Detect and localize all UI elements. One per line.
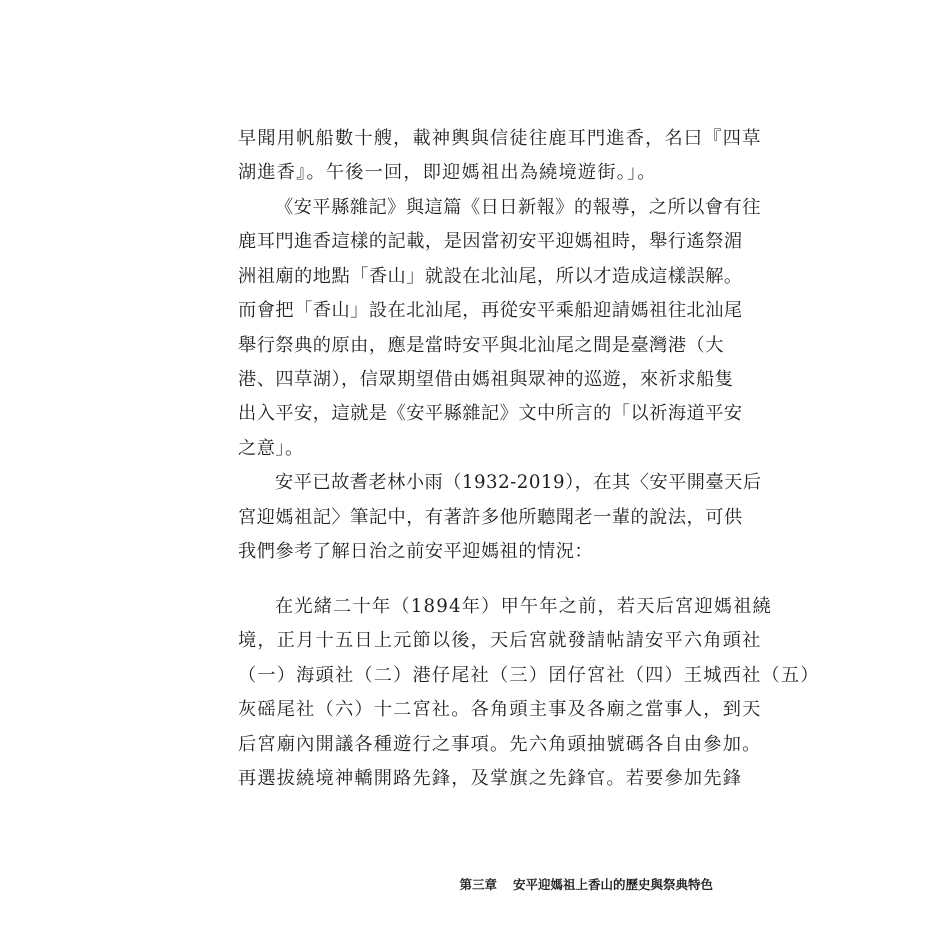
quote-line: 早聞用帆船數十艘，載神輿與信徒往鹿耳門進香，名曰『四草 [238, 128, 762, 149]
quote-line: 在光緒二十年（1894年）甲午年之前，若天后宮迎媽祖繞 [275, 596, 772, 617]
body-line: 鹿耳門進香這樣的記載，是因當初安平迎媽祖時，舉行遙祭湄 [238, 231, 743, 253]
body-line: 安平已故耆老林小雨（1932-2019），在其〈安平開臺天后 [275, 472, 762, 494]
body-text [238, 191, 762, 569]
quote-line: 再選拔繞境神轎開路先鋒，及掌旗之先鋒官。若要參加先鋒 [238, 767, 743, 789]
quote-line: （一）海頭社（二）港仔尾社（三）囝仔宮社（四）王城西社（五） [238, 664, 820, 686]
body-line: 宮迎媽祖記〉筆記中，有著許多他所聽聞老一輩的說法，可供 [238, 506, 743, 528]
body-line: 《安平縣雜記》與這篇《日日新報》的報導，之所以會有往 [275, 197, 761, 218]
body-line: 洲祖廟的地點「香山」就設在北汕尾，所以才造成這樣誤解。 [238, 265, 743, 287]
quote-block-top [238, 122, 762, 191]
quote-line: 湖進香』。午後一回，即迎媽祖出為繞境遊街。」。 [238, 162, 657, 184]
footer-chapter: 第三章 [459, 877, 497, 892]
body-line: 舉行祭典的原由，應是當時安平與北汕尾之間是臺灣港（大 [238, 334, 724, 356]
body-line: 之意」。 [238, 437, 304, 459]
body-line: 出入平安，這就是《安平縣雜記》文中所言的「以祈海道平安 [238, 403, 743, 425]
quote-line: 灰磘尾社（六）十二宮社。各角頭主事及各廟之當事人，到天 [238, 699, 762, 721]
quote-block-bottom [238, 590, 820, 796]
footer-title: 安平迎媽祖上香山的歷史與祭典特色 [512, 877, 713, 892]
body-line: 而會把「香山」設在北汕尾，再從安平乘船迎請媽祖往北汕尾 [238, 300, 743, 322]
body-line: 港、四草湖），信眾期望借由媽祖與眾神的巡遊，來祈求船隻 [238, 368, 734, 390]
body-line: 我們參考了解日治之前安平迎媽祖的情況： [238, 540, 594, 562]
quote-line: 境，正月十五日上元節以後，天后宮就發請帖請安平六角頭社 [238, 630, 762, 652]
running-footer [459, 875, 713, 893]
quote-line: 后宮廟內開議各種遊行之事項。先六角頭抽號碼各自由參加。 [238, 733, 762, 755]
